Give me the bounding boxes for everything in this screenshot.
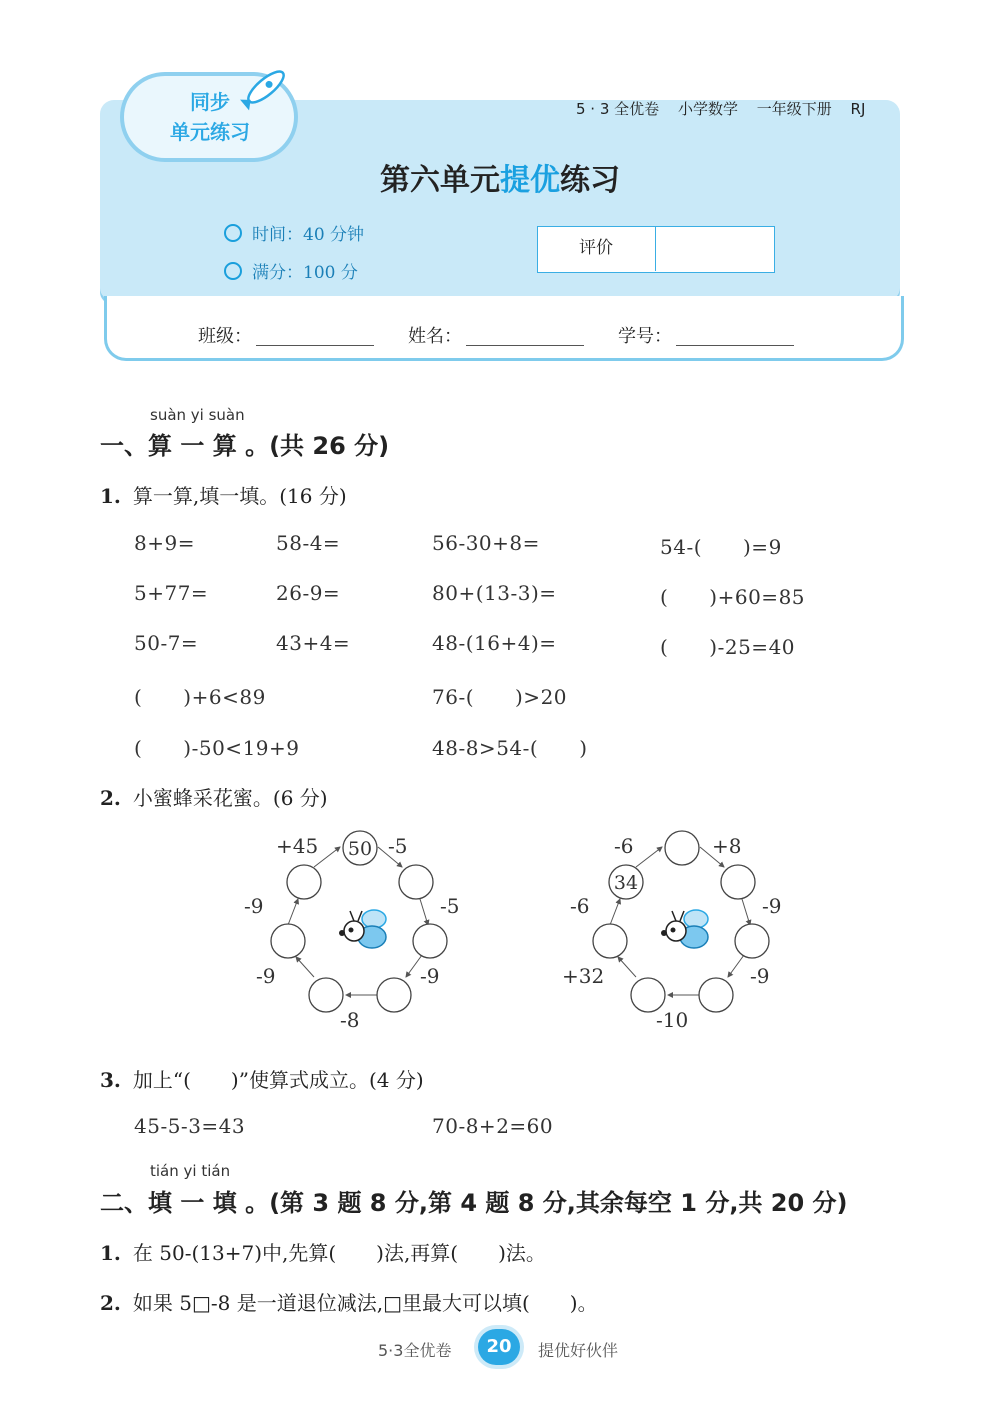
bee-icon [661,910,708,948]
page-number: 20 [478,1329,520,1365]
title-part1: 第六单元 [380,163,500,198]
ring-op: -9 [762,894,782,918]
equation: ( )-25=40 [660,635,796,659]
ring-op: -6 [614,834,634,858]
ring-node [271,924,305,958]
equation: 76-( )>20 [432,685,568,709]
ring-node [735,924,769,958]
s1-q2-text: 小蜜蜂采花蜜。(6 分) [132,786,328,810]
ring-node [309,978,343,1012]
ring-node [721,865,755,899]
section1-heading: 一、算 一 算 。(共 26 分) [100,432,390,460]
equation: 56-30+8= [432,531,540,555]
bee-icon [339,910,386,948]
equation: 70-8+2=60 [432,1114,554,1138]
score-text: 满分：100 分 [252,263,358,283]
footer-slogan: 提优好伙伴 [538,1341,619,1360]
bee-ring-right [552,825,812,1035]
ring-op: -9 [750,964,770,988]
ring-op: +32 [562,964,605,988]
title-part2: 练习 [560,163,620,198]
equation: 48-(16+4)= [432,631,557,655]
ring-op: -9 [420,964,440,988]
eval-label: 评价 [537,226,656,271]
ring-node [287,865,321,899]
section2-pinyin: tián yi tián [150,1162,231,1180]
s1-q2 [100,782,328,811]
ring-op: +8 [712,834,742,858]
series-subject: 小学数学 [677,100,738,118]
badge-line2: 单元练习 [170,120,250,144]
ring-node [699,978,733,1012]
name-field [408,322,584,348]
ring-op: -10 [656,1008,689,1032]
equation: ( )+60=85 [660,585,806,609]
ring-node [593,924,627,958]
equation: 26-9= [276,581,341,605]
ring-node [631,978,665,1012]
series-info [576,98,879,119]
time-text: 时间：40 分钟 [252,225,365,245]
footer-brand: 5·3全优卷 [378,1341,452,1360]
s1-q1-text: 算一算,填一填。(16 分) [132,484,347,508]
s2-q1 [100,1237,546,1266]
equation: 8+9= [134,531,195,555]
equation: 48-8>54-( ) [432,736,588,760]
id-label: 学号： [618,326,672,347]
series-brand: 5 · 3 全优卷 [576,100,660,118]
score-info [224,258,358,283]
s2-q1-text: 在 50-(13+7)中,先算( )法,再算( )法。 [132,1241,546,1265]
ring-op: -5 [388,834,408,858]
s2-q2-num: 2. [100,1291,121,1315]
class-field [198,322,374,348]
equation: 54-( )=9 [660,535,782,559]
ring-node [413,924,447,958]
s1-q3-num: 3. [100,1068,121,1092]
ring-op: +45 [276,834,319,858]
time-info [224,220,364,245]
ring-op: -9 [244,894,264,918]
equation: 5+77= [134,581,209,605]
ring-op: -9 [256,964,276,988]
ring-node [377,978,411,1012]
equation: ( )+6<89 [134,685,266,709]
class-label: 班级： [198,326,252,347]
section1-pinyin: suàn yi suàn [150,406,245,424]
equation: ( )-50<19+9 [134,736,300,760]
s2-q1-num: 1. [100,1241,121,1265]
ring-start-value: 50 [347,838,373,860]
rocket-icon [236,62,296,112]
series-grade: 一年级下册 [756,100,832,118]
id-input-line[interactable] [676,327,794,346]
equation: 58-4= [276,531,341,555]
ring-op: -5 [440,894,460,918]
ring-op: -8 [340,1008,360,1032]
ring-start-value: 34 [613,872,639,894]
s1-q2-num: 2. [100,786,121,810]
s2-q2 [100,1287,598,1316]
equation: 80+(13-3)= [432,581,557,605]
ring-node [399,865,433,899]
equation: 43+4= [276,631,351,655]
clock-icon [224,224,242,242]
id-field [618,322,794,348]
s1-q1 [100,480,347,509]
class-input-line[interactable] [256,327,374,346]
equation: 45-5-3=43 [134,1114,246,1138]
series-edition: RJ [850,100,866,118]
ring-node [665,831,699,865]
s2-q2-text: 如果 5□-8 是一道退位减法,□里最大可以填( )。 [132,1291,598,1315]
s1-q3 [100,1064,424,1093]
name-label: 姓名： [408,326,462,347]
equation: 50-7= [134,631,199,655]
badge-line1: 同步 [190,90,230,114]
bee-ring-left [230,825,490,1035]
s1-q3-text: 加上“( )”使算式成立。(4 分) [132,1068,424,1092]
page-title [100,155,900,199]
name-input-line[interactable] [466,327,584,346]
s1-q1-num: 1. [100,484,121,508]
check-icon [224,262,242,280]
ring-op: -6 [570,894,590,918]
title-highlight: 提优 [500,163,560,198]
section2-heading: 二、填 一 填 。(第 3 题 8 分,第 4 题 8 分,其余每空 1 分,共 20 分) [100,1189,848,1217]
